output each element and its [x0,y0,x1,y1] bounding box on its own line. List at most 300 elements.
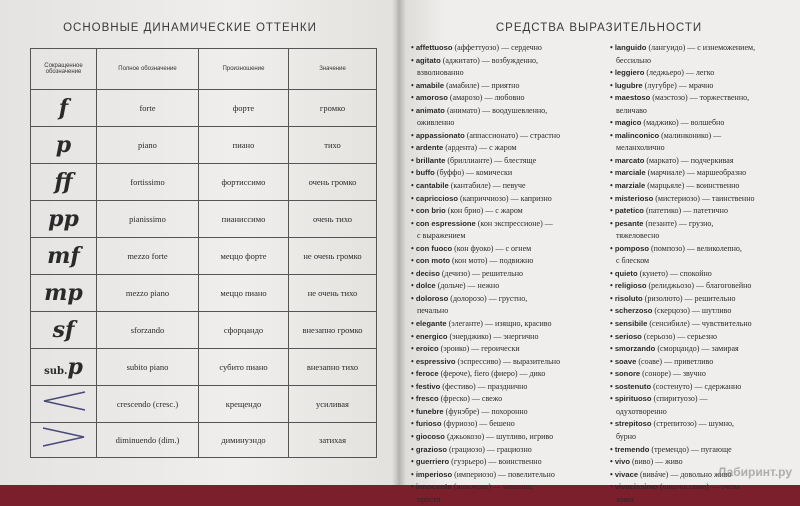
glossary-entry [411,406,607,419]
glossary-definition: (фероче), fiero (фиеро) — дико [438,369,546,379]
glossary-definition: (марчиале) — маршеобразно [645,168,747,178]
cell-meaning: усиливая [289,386,377,423]
bullet-icon: • [411,344,416,354]
dynamic-symbol-text: mp [44,280,83,306]
cell-full: sforzando [97,312,199,349]
bullet-icon: • [610,93,615,103]
bullet-icon: • [610,444,615,454]
cell-pron: крещендо [199,386,289,423]
crescendo-hairpin-icon [41,390,87,412]
dynamic-symbol-text: p [67,354,83,380]
cell-full: piano [97,127,199,164]
glossary-entry [411,218,607,231]
bullet-icon: • [411,406,416,416]
bullet-icon: • [411,419,416,429]
glossary-definition: (энерджико) — энергично [447,331,539,341]
bullet-icon: • [411,256,416,266]
bullet-icon: • [610,281,615,291]
glossary-entry [411,456,607,469]
glossary-definition: (состенуто) — сдержанно [651,381,742,391]
glossary-term: guerriero [415,457,450,467]
bullet-icon: • [411,206,416,216]
glossary-entry [610,305,798,318]
bullet-icon: • [411,268,416,278]
glossary-continuation: величаво [616,105,647,115]
glossary-entry [610,393,798,406]
bullet-icon: • [610,293,615,303]
glossary-term: eroico [415,344,439,354]
dynamic-symbol-text: sf [52,317,75,343]
glossary-term: misterioso [614,193,654,203]
glossary-term: deciso [415,268,440,278]
glossary-definition: (эспрессиво) — выразительно [455,356,561,366]
dynamic-symbol-text: sub. [44,366,68,377]
cell-full: crescendo (cresc.) [97,386,199,423]
glossary-definition: (долорозо) — грустно, [448,293,528,303]
glossary-term: marcato [614,155,645,165]
cell-full: forte [97,90,199,127]
cell-pron: форте [199,90,289,127]
bullet-icon: • [411,168,416,178]
glossary-entry [411,205,607,218]
glossary-continuation: бурно [616,431,637,441]
glossary-definition: (маджико) — волшебно [641,118,725,128]
header-full: Полное обозначение [97,49,199,90]
glossary-term: festivo [415,381,441,391]
glossary-term: affettuoso [415,43,453,52]
cell-pron: пианиссимо [199,201,289,238]
bullet-icon: • [411,482,416,492]
glossary-definition: (дольче) — нежно [435,281,500,291]
glossary-continuation: печально [417,306,449,316]
glossary-term: vivacissimo [614,482,658,492]
glossary-definition: (фестиво) — празднично [440,381,528,391]
bullet-icon: • [610,356,615,366]
glossary-entry [411,331,607,344]
glossary-entry [610,218,798,231]
bullet-icon: • [411,293,416,303]
header-pronunciation: Произношение [199,49,289,90]
glossary-term: con moto [415,256,450,266]
glossary-term: animato [415,105,445,115]
bullet-icon: • [610,218,615,228]
glossary-entry [610,356,798,369]
glossary-definition: (спиритуозо) — [651,394,708,404]
glossary-entry [610,167,798,180]
glossary-entry [411,255,607,268]
glossary-term: vivace [614,469,639,479]
glossary-continuation: оживленно [417,118,455,128]
glossary-definition: (кон фуоко) — с огнем [452,243,532,253]
glossary-definition: (марцьяле) — воинственно [645,181,740,191]
glossary-column-2 [610,42,798,506]
glossary-definition: (лугубре) — мрачно [642,80,714,90]
glossary-definition: (сморцандо) — замирая [655,344,739,354]
right-page-title: СРЕДСТВА ВЫРАЗИТЕЛЬНОСТИ [495,22,703,34]
glossary-entry [610,293,798,306]
glossary-term: con brio [415,206,446,216]
cell-full: fortissimo [97,164,199,201]
glossary-term: doloroso [415,293,449,303]
glossary-entry [411,193,607,206]
glossary-definition: (пезанте) — грузно, [643,218,714,228]
cell-pron: сфорцандо [199,312,289,349]
glossary-entry [610,343,798,356]
glossary-term: amabile [415,80,445,90]
glossary-entry [411,469,607,482]
cell-meaning: не очень тихо [289,275,377,312]
glossary-term: buffo [415,168,435,178]
glossary-entry [411,381,607,394]
glossary-definition: (эроико) — героически [438,344,520,354]
bullet-icon: • [610,181,615,191]
cell-meaning: внезапно тихо [289,349,377,386]
glossary-term: cantabile [415,181,449,191]
glossary-entry [610,268,798,281]
glossary-entry [411,356,607,369]
glossary-definition: (дечизо) — решительно [439,268,524,278]
cell-meaning: очень тихо [289,201,377,238]
cell-full: mezzo piano [97,275,199,312]
glossary-entry [411,42,607,55]
glossary-entry [610,193,798,206]
bullet-icon: • [411,444,416,454]
cell-full: subito piano [97,349,199,386]
glossary-entry [610,80,798,93]
glossary-entry [610,331,798,344]
glossary-entry [610,444,798,457]
glossary-definition: (ардента) — с жаром [443,143,517,153]
glossary-entry [610,155,798,168]
glossary-term: imperioso [415,469,453,479]
bullet-icon: • [610,394,615,404]
bullet-icon: • [610,155,615,165]
bullet-icon: • [610,206,615,216]
cell-full: diminuendo (dim.) [97,423,199,458]
glossary-term: capriccioso [415,193,459,203]
glossary-definition: (элеганте) — изящно, красиво [446,319,552,329]
glossary-entry [411,444,607,457]
glossary-term: patetico [614,206,644,216]
glossary-continuation: тяжеловесно [616,231,660,241]
glossary-definition: (малинконико) — [659,130,722,140]
glossary-term: malinconico [614,130,660,140]
bullet-icon: • [411,381,416,391]
glossary-entry [610,67,798,80]
glossary-term: sonore [614,369,641,379]
glossary-entry [411,418,607,431]
glossary-entry [411,431,607,444]
glossary-entry [610,381,798,394]
bullet-icon: • [610,369,615,379]
glossary-entry [411,155,607,168]
glossary-continuation: с выражением [417,231,466,241]
glossary-term: elegante [415,319,447,329]
glossary-term: furioso [415,419,442,429]
bullet-icon: • [411,356,416,366]
bullet-icon: • [411,181,416,191]
glossary-entry [411,92,607,105]
glossary-entry [411,142,607,155]
glossary-term: serioso [614,331,642,341]
glossary-definition: (вивачиссимо) — очень [657,482,741,492]
glossary-column-1 [411,42,607,506]
dynamic-symbol [31,127,97,164]
glossary-definition: (инночене) — невинно, [451,482,534,492]
glossary-definition: (аппассионато) — страстно [464,130,561,140]
glossary-term: amoroso [415,93,448,103]
header-abbreviation: Сокращенное обозначение [31,49,97,90]
glossary-definition: (серьозо) — серьезно [641,331,718,341]
glossary-term: vivo [614,457,631,467]
glossary-definition: (скерцозо) — шутливо [652,306,732,316]
glossary-definition: (амабиле) — приятно [444,80,520,90]
glossary-term: energico [415,331,448,341]
glossary-definition: (анимато) — воодушевленно, [444,105,548,115]
watermark: Лабиринт.ру [717,465,792,479]
dynamics-table-header [31,49,377,90]
glossary-term: brillante [415,155,446,165]
glossary-entry [610,130,798,143]
glossary-term: magico [614,118,642,128]
glossary-definition: (кон брио) — с жаром [445,206,523,216]
glossary-term: leggiero [614,68,645,78]
table-row [31,312,377,349]
bullet-icon: • [610,482,615,492]
glossary-definition: (лангуидо) — с изнеможением, [646,43,756,52]
glossary-entry [411,243,607,256]
glossary-term: soave [614,356,637,366]
cell-full: pianissimo [97,201,199,238]
table-row [31,349,377,386]
glossary-definition: (буффо) — комически [434,168,513,178]
glossary-term: con espressione [415,218,476,228]
glossary-term: marziale [614,181,646,191]
bullet-icon: • [610,469,615,479]
glossary-term: pesante [614,218,644,228]
dynamic-symbol-text: pp [48,206,79,232]
glossary-definition: (бриллианте) — блестяще [445,155,537,165]
bullet-icon: • [610,130,615,140]
glossary-term: marciale [614,168,646,178]
dynamic-symbol [31,349,97,386]
glossary-definition: (соаве) — приветливо [636,356,714,366]
glossary-continuation: с блеском [616,256,650,266]
glossary-term: strepitoso [614,419,652,429]
glossary-term: agitato [415,55,441,65]
crescendo-hairpin-icon [31,386,97,423]
glossary-term: con fuoco [415,243,453,253]
bullet-icon: • [411,243,416,253]
glossary-definition: (кон экспрессионе) — [475,218,553,228]
bullet-icon: • [610,80,615,90]
glossary-definition: (кантабиле) — певуче [448,181,526,191]
glossary-entry [411,293,607,306]
glossary-term: religioso [614,281,647,291]
bullet-icon: • [610,43,615,52]
glossary-term: giocoso [415,431,445,441]
table-row [31,164,377,201]
glossary-term: tremendo [614,444,650,454]
glossary-term: espressivo [415,356,456,366]
diminuendo-hairpin-icon [41,426,87,448]
book-gutter [392,0,406,485]
glossary-definition: (мистериозо) — таинственно [653,193,755,203]
glossary-definition: (аджитато) — возбужденно, [440,55,539,65]
glossary-term: innocente [415,482,452,492]
glossary-term: fresco [415,394,439,404]
cell-meaning: затихая [289,423,377,458]
bullet-icon: • [610,268,615,278]
table-row [31,127,377,164]
glossary-term: maestoso [614,93,651,103]
glossary-term: risoluto [614,293,643,303]
dynamic-symbol [31,275,97,312]
dynamic-symbol [31,312,97,349]
cell-pron: фортиссимо [199,164,289,201]
dynamic-symbol-text: ff [54,169,73,195]
glossary-term: ardente [415,143,444,153]
glossary-term: sensibile [614,319,648,329]
table-row [31,275,377,312]
header-meaning: Значение [289,49,377,90]
bullet-icon: • [610,118,615,128]
glossary-entry [610,280,798,293]
glossary-entry [610,368,798,381]
glossary-continuation: меланхолично [616,143,665,153]
bullet-icon: • [411,80,416,90]
cell-meaning: очень громко [289,164,377,201]
glossary-continuation: просто [417,494,441,504]
glossary-definition: (ризолюто) — решительно [642,293,736,303]
bullet-icon: • [411,319,416,329]
bullet-icon: • [610,243,615,253]
bullet-icon: • [411,130,416,140]
bullet-icon: • [411,394,416,404]
glossary-continuation: взволнованно [417,68,464,78]
glossary-entry [411,105,607,118]
glossary-definition: (гуэрьеро) — воинственно [449,457,542,467]
glossary-term: pomposo [614,243,649,253]
glossary-entry [411,280,607,293]
glossary-definition: (виво) — живо [630,457,683,467]
cell-meaning: не очень громко [289,238,377,275]
cell-meaning: тихо [289,127,377,164]
glossary-entry [610,481,798,494]
glossary-entry [411,393,607,406]
glossary-entry [411,368,607,381]
glossary-continuation: живо [616,494,634,504]
glossary-entry [610,243,798,256]
glossary-definition: (соноре) — звучно [640,369,706,379]
glossary-definition: (тремендо) — пугающе [649,444,732,454]
left-page-title: ОСНОВНЫЕ ДИНАМИЧЕСКИЕ ОТТЕНКИ [63,22,317,34]
glossary-term: lugubre [614,80,643,90]
bullet-icon: • [411,143,416,153]
glossary-term: scherzoso [614,306,653,316]
dynamic-symbol-text: mf [47,243,80,269]
glossary-definition: (грациозо) — грациозно [447,444,532,454]
dynamic-symbol [31,201,97,238]
bullet-icon: • [610,381,615,391]
bullet-icon: • [610,319,615,329]
glossary-entry [610,42,798,55]
cell-pron: субито пиано [199,349,289,386]
bullet-icon: • [411,105,416,115]
bullet-icon: • [411,431,416,441]
diminuendo-hairpin-icon [31,423,97,458]
dynamic-symbol [31,238,97,275]
bullet-icon: • [411,369,416,379]
glossary-entry [411,481,607,494]
cell-full: mezzo forte [97,238,199,275]
glossary-term: languido [614,43,647,52]
glossary-entry [610,318,798,331]
table-row [31,386,377,423]
glossary-term: dolce [415,281,436,291]
glossary-definition: (амарозо) — любовно [447,93,525,103]
bullet-icon: • [411,469,416,479]
bullet-icon: • [411,43,416,52]
glossary-definition: (вивáче) — довольно живо [638,469,732,479]
glossary-entry [610,117,798,130]
glossary-definition: (империозо) — повелительно [452,469,555,479]
bullet-icon: • [411,155,416,165]
cell-pron: диминуэндо [199,423,289,458]
glossary-entry [411,167,607,180]
glossary-definition: (маэстозо) — торжественно, [650,93,750,103]
bullet-icon: • [610,306,615,316]
glossary-entry [610,92,798,105]
dynamic-symbol [31,164,97,201]
glossary-entry [411,55,607,68]
glossary-definition: (патетико) — патетично [643,206,728,216]
dynamics-table [30,48,377,458]
glossary-term: smorzando [614,344,656,354]
cell-meaning: громко [289,90,377,127]
glossary-definition: (кон мото) — подвижно [449,256,534,266]
dynamic-symbol-text: f [58,95,69,121]
glossary-entry [411,343,607,356]
bullet-icon: • [610,419,615,429]
glossary-term: spirituoso [614,394,652,404]
glossary-entry [411,318,607,331]
glossary-continuation: бессильно [616,55,652,65]
glossary-definition: (фуриозо) — бешено [441,419,515,429]
bullet-icon: • [411,55,416,65]
glossary-entry [610,418,798,431]
glossary-definition: (аффеттуозо) — сердечно [452,43,542,52]
glossary-term: funebre [415,406,444,416]
glossary-entry [411,80,607,93]
glossary-definition: (сенсибиле) — чувствительно [647,319,752,329]
left-page [0,0,398,485]
dynamic-symbol [31,90,97,127]
glossary-definition: (релиджьозо) — благоговейно [646,281,752,291]
cell-pron: меццо пиано [199,275,289,312]
glossary-entry [411,130,607,143]
glossary-term: quieto [614,268,638,278]
glossary-definition: (джьокозо) — шутливо, игриво [444,431,554,441]
glossary-definition: (каприччиозо) — капризно [458,193,552,203]
cell-meaning: внезапно громко [289,312,377,349]
glossary-term: sostenuto [614,381,652,391]
bullet-icon: • [610,344,615,354]
table-row [31,201,377,238]
glossary-definition: (куието) — спокойно [637,268,712,278]
glossary-definition: (леджьеро) — легко [644,68,715,78]
bullet-icon: • [610,168,615,178]
